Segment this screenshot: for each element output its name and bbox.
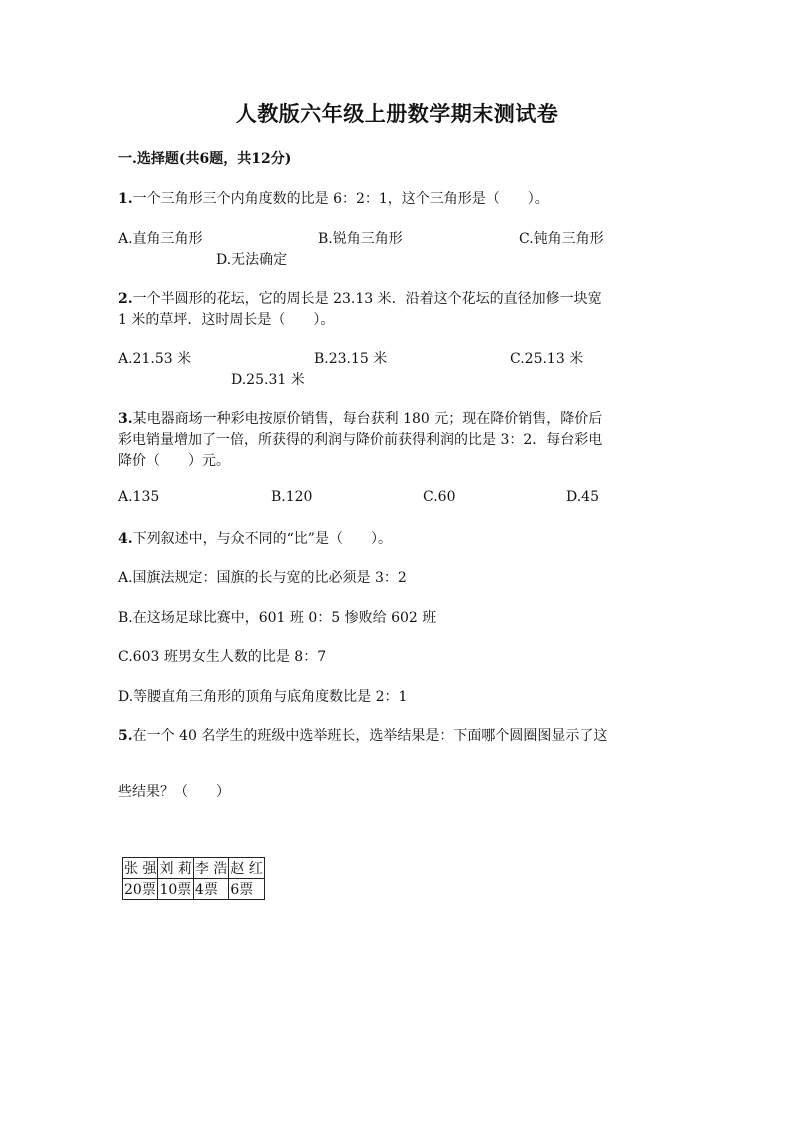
- q4-option-b: B.在这场足球比赛中，601 班 0：5 惨败给 602 班: [118, 610, 437, 626]
- q4-option-d: D.等腰直角三角形的顶角与底角度数比是 2：1: [118, 689, 408, 705]
- q2-option-d: D.25.31 米: [231, 372, 305, 388]
- table-row: [123, 858, 265, 879]
- question-text-line-2: 1 米的草坪．这时周长是（ ）。: [118, 312, 335, 328]
- question-number: 1.: [118, 191, 133, 207]
- q1-option-d: D.无法确定: [216, 252, 288, 268]
- q1-option-c: C.钝角三角形: [519, 231, 604, 247]
- question-text: 一个三角形三个内角度数的比是 6：2：1，这个三角形是（ ）。: [132, 191, 549, 207]
- vote-count: 20票: [123, 879, 158, 900]
- question-1: [118, 188, 549, 208]
- question-number: 5.: [118, 728, 133, 744]
- vote-count: 4票: [193, 879, 228, 900]
- question-5: [118, 725, 607, 745]
- question-text-line-1: 一个半圆形的花坛，它的周长是 23.13 米．沿着这个花坛的直径加修一块宽: [132, 291, 602, 307]
- question-text-line-2: 彩电销量增加了一倍，所获得的利润与降价前获得利润的比是 3：2．每台彩电: [118, 432, 603, 448]
- table-row: [123, 879, 265, 900]
- q3-option-c: C.60: [423, 489, 456, 505]
- q2-option-a: A.21.53 米: [118, 351, 192, 367]
- candidate-name: 李 浩: [193, 858, 228, 879]
- candidate-name: 张 强: [123, 858, 158, 879]
- q2-option-b: B.23.15 米: [314, 351, 388, 367]
- question-text-line-1: 在一个 40 名学生的班级中选举班长，选举结果是：下面哪个圆圈图显示了这: [132, 728, 608, 744]
- q1-option-a: A.直角三角形: [118, 231, 203, 247]
- section-heading: 一.选择题(共6题，共12分): [118, 151, 292, 167]
- vote-results-table: [122, 857, 265, 900]
- q4-option-c: C.603 班男女生人数的比是 8：7: [118, 649, 327, 665]
- q1-option-b: B.锐角三角形: [318, 231, 403, 247]
- question-4: [118, 528, 392, 548]
- q3-option-a: A.135: [118, 489, 160, 505]
- question-number: 4.: [118, 531, 133, 547]
- question-text-line-1: 某电器商场一种彩电按原价销售，每台获利 180 元；现在降价销售，降价后: [132, 411, 603, 427]
- question-text-line-2: 些结果？（ ）: [118, 784, 230, 800]
- vote-count: 6票: [229, 879, 264, 900]
- question-number: 2.: [118, 291, 133, 307]
- q4-option-a: A.国旗法规定：国旗的长与宽的比必须是 3：2: [118, 570, 407, 586]
- q3-option-d: D.45: [566, 489, 599, 505]
- question-3: [118, 408, 602, 428]
- question-2: [118, 288, 602, 308]
- question-text-line-3: 降价（ ）元。: [118, 453, 230, 469]
- candidate-name: 刘 莉: [158, 858, 193, 879]
- candidate-name: 赵 红: [229, 858, 264, 879]
- vote-count: 10票: [158, 879, 193, 900]
- page-title: 人教版六年级上册数学期末测试卷: [235, 101, 559, 126]
- question-text: 下列叙述中，与众不同的“比”是（ ）。: [132, 531, 392, 547]
- question-number: 3.: [118, 411, 133, 427]
- q3-option-b: B.120: [271, 489, 313, 505]
- q2-option-c: C.25.13 米: [510, 351, 584, 367]
